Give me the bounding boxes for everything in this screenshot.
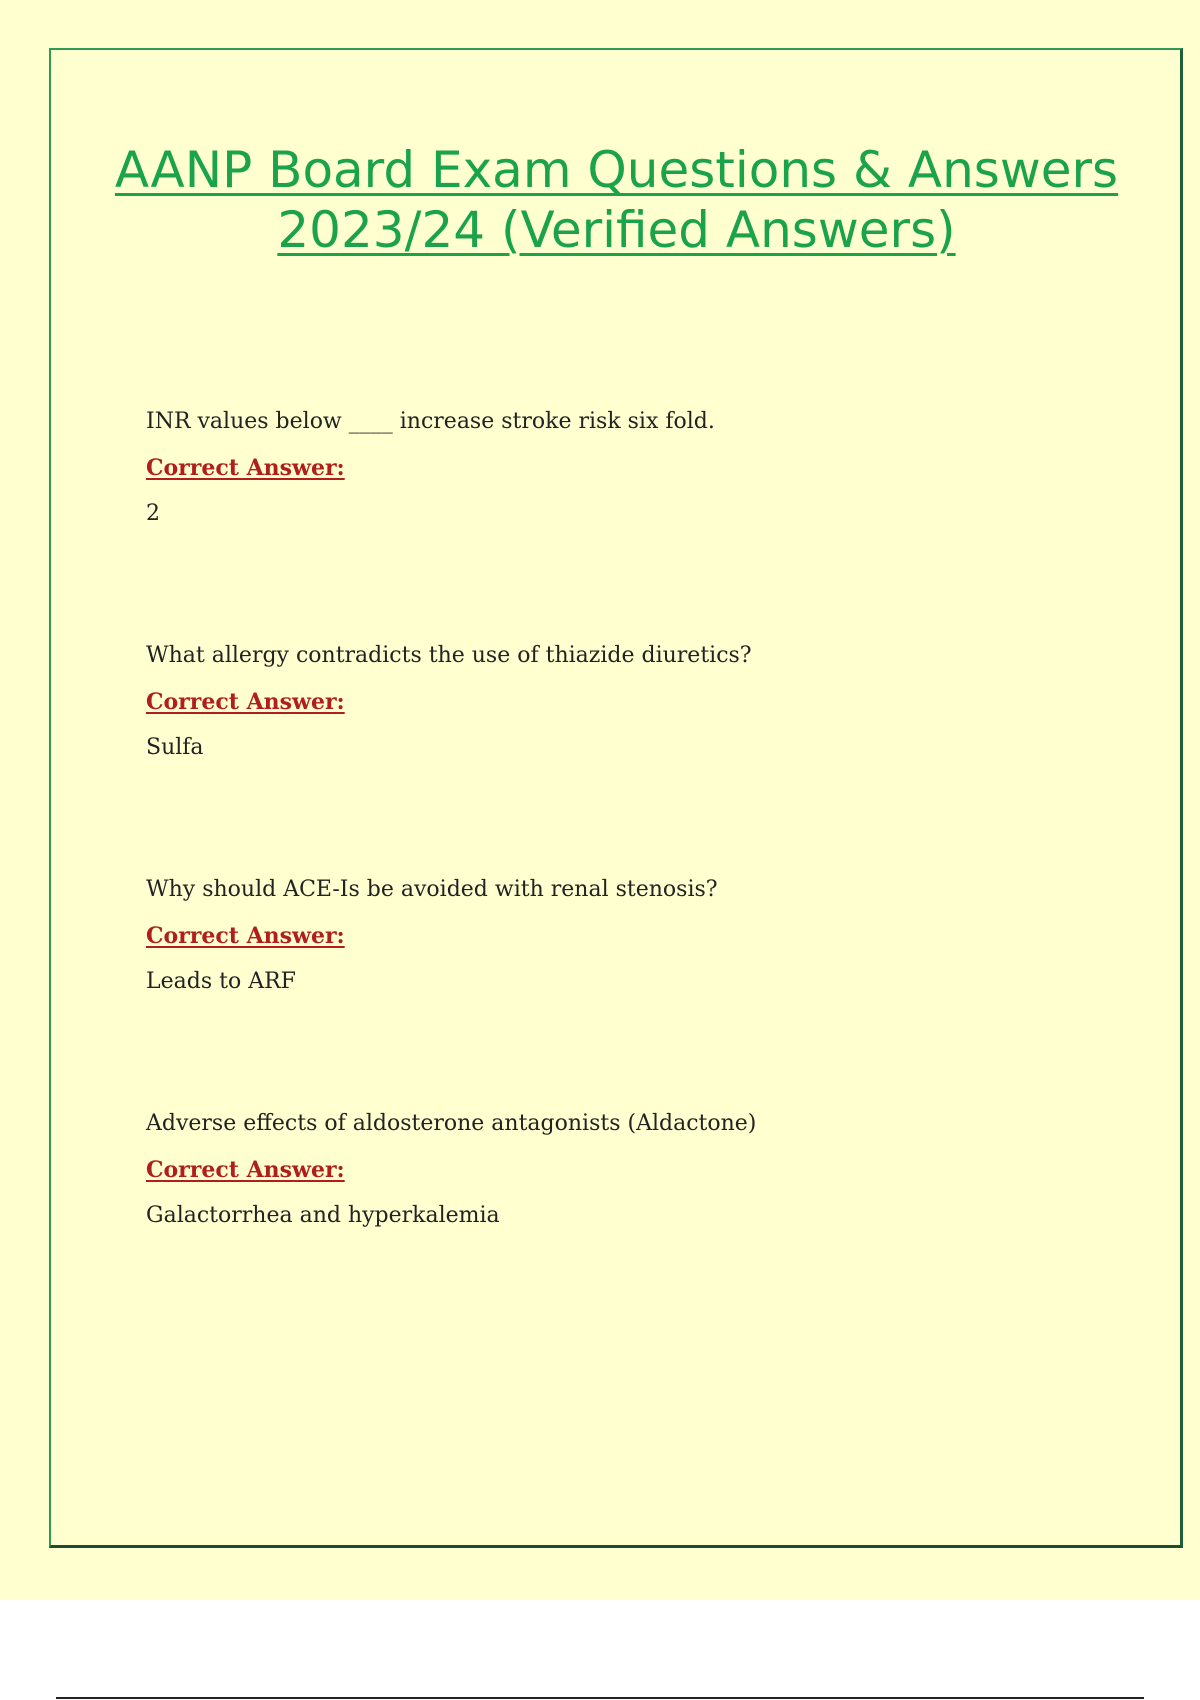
question-text: Why should ACE-Is be avoided with renal stenosis?: [146, 877, 718, 902]
correct-answer-label: Correct Answer:: [146, 455, 345, 481]
title-line-2: 2023/24 (Verified Answers): [277, 201, 956, 259]
correct-answer-label: Correct Answer:: [146, 1157, 345, 1183]
footer-divider: [56, 1697, 1144, 1699]
qa-item: [146, 1110, 1146, 1230]
qa-item: [146, 408, 1146, 528]
qa-item: [146, 642, 1146, 762]
qa-item: [146, 876, 1146, 996]
question-text: What allergy contradicts the use of thiazide diuretics?: [146, 643, 752, 668]
title-line-1: AANP Board Exam Questions & Answers: [114, 141, 1119, 199]
answer-text: Leads to ARF: [146, 969, 296, 994]
question-text: Adverse effects of aldosterone antagonists (Aldactone): [146, 1111, 757, 1136]
correct-answer-label: Correct Answer:: [146, 923, 345, 949]
answer-text: Galactorrhea and hyperkalemia: [146, 1203, 500, 1228]
answer-text: Sulfa: [146, 735, 204, 760]
page-border-frame: [49, 48, 1183, 1548]
question-text: INR values below ____ increase stroke risk six fold.: [146, 409, 715, 434]
answer-text: 2: [146, 501, 160, 526]
document-title: [60, 140, 1173, 260]
correct-answer-label: Correct Answer:: [146, 689, 345, 715]
